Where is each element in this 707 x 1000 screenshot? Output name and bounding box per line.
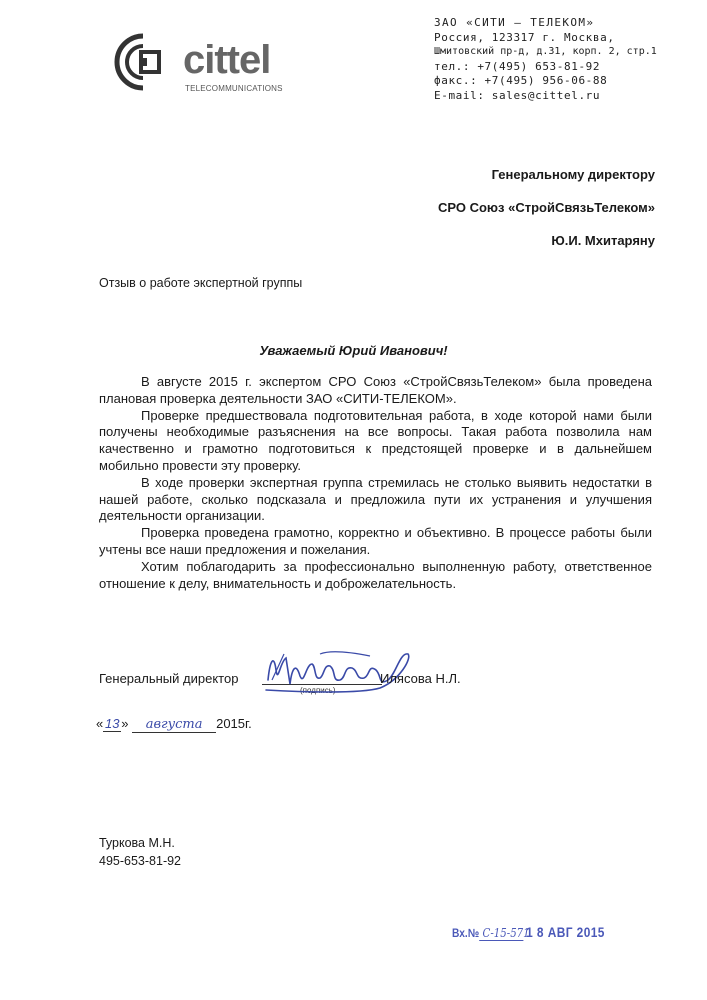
- signatory-title: Генеральный директор: [99, 671, 239, 686]
- company-email: E-mail: sales@cittel.ru: [434, 88, 601, 102]
- addressee-organization: СРО Союз «СтройСвязьТелеком»: [437, 200, 655, 215]
- stamp-number: С-15-571: [479, 926, 523, 941]
- letter-date: [96, 716, 252, 733]
- company-name: ЗАО «СИТИ – ТЕЛЕКОМ»: [434, 16, 595, 29]
- addressee-name: Ю.И. Мхитаряну: [551, 233, 655, 248]
- letter-subject: Отзыв о работе экспертной группы: [99, 276, 303, 290]
- body-paragraph: В ходе проверки экспертная группа стремилась не столько выявить недостатки в нашей работе, сколько подсказала и предложила пути их устранения и улучшения деятельности организации.: [99, 474, 652, 524]
- signature-caption: (подпись): [300, 686, 336, 695]
- contact-phone: 495-653-81-92: [99, 854, 182, 868]
- body-paragraph: В августе 2015 г. экспертом СРО Союз «СтройСвязьТелеком» была проведена плановая проверка деятельности ЗАО «СИТИ-ТЕЛЕКОМ».: [99, 374, 652, 406]
- letter-body: [99, 374, 652, 592]
- date-month: августа: [132, 717, 216, 733]
- body-paragraph: Проверка проведена грамотно, корректно и объективно. В процессе работы были учтены все наши предложения и пожелания.: [99, 525, 652, 557]
- incoming-stamp: [452, 924, 605, 941]
- date-year: 2015г.: [216, 716, 252, 731]
- company-address-line2: Шмитовский пр-д, д.31, корп. 2, стр.1: [434, 46, 657, 57]
- contact-name: Туркова М.Н.: [99, 836, 175, 850]
- logo-wordmark: cittel: [183, 38, 271, 82]
- company-address-line1: Россия, 123317 г. Москва,: [434, 30, 615, 44]
- body-paragraph: Хотим поблагодарить за профессионально выполненную работу, ответственное отношение к делу, внимательность и доброжелательность.: [99, 558, 652, 591]
- stamp-date: 1 8 АВГ 2015: [526, 924, 605, 940]
- date-close-quote: »: [121, 716, 129, 731]
- date-day: 13: [105, 716, 120, 731]
- company-fax: факс.: +7(495) 956-06-88: [434, 74, 608, 87]
- addressee-position: Генеральному директору: [491, 167, 655, 182]
- company-details: [434, 16, 657, 103]
- date-open-quote: «: [96, 716, 104, 731]
- handwritten-signature: [260, 640, 420, 696]
- letter-greeting: Уважаемый Юрий Иванович!: [259, 343, 448, 358]
- company-phone: тел.: +7(495) 653-81-92: [434, 59, 601, 73]
- cittel-logo-icon: [103, 30, 183, 94]
- company-logo: [103, 30, 283, 98]
- signatory-name: Илясова Н.Л.: [380, 671, 461, 686]
- stamp-prefix: Вх.№: [452, 926, 480, 940]
- logo-tagline: TELECOMMUNICATIONS: [185, 84, 283, 93]
- body-paragraph: Проверке предшествовала подготовительная работа, в ходе которой нами были получены необходимые разъяснения на все вопросы. Такая работа позволила нам качественно и грамотно подготовиться к предстоящей проверке и в дальнейшем мобильно провести эту проверку.: [99, 407, 652, 473]
